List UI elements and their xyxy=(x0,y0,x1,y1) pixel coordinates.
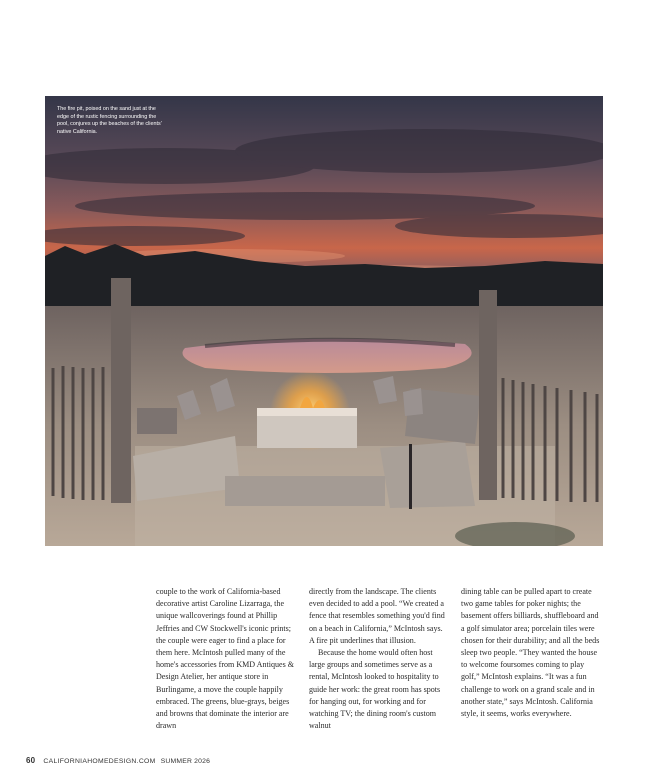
paragraph: couple to the work of California-based decorative artist Caroline Lizarraga, the unique wallcoverings found at Phillip Jeffries and CW Stockwell's iconic prints; the couple were eager to find a place for them here. McIntosh pulled many of the home's accessories from KMD Antiques & Design Atelier, her antique store in Burlingame, a move the couple happily embraced. The greens, blue-grays, beiges and browns that dominate the interior are drawn xyxy=(156,587,294,731)
fence-post-right xyxy=(479,290,497,500)
paragraph: dining table can be pulled apart to create two game tables for poker nights; the basement offers billiards, shuffleboard and a golf simulator area; porcelain tiles were chosen for their durability; and all the beds sleep two people. “They wanted the house to welcome foursomes coming to play golf,” McIntosh explains. “It was a fun challenge to work on a grand scale and in another state,” says McIntosh. California style, it seems, works everywhere. xyxy=(461,587,600,719)
website-link[interactable]: CALIFORNIAHOMEDESIGN.COM xyxy=(43,758,156,765)
paragraph: directly from the landscape. The clients even decided to add a pool. “We created a fence that resembles something you'd find on a beach in California,” McIntosh says. A fire pit underlines that illusion. xyxy=(309,587,445,645)
body-column-3 xyxy=(461,586,601,720)
rustic-fence-left xyxy=(53,366,113,502)
photo-caption: The fire pit, poised on the sand just at the edge of the rustic fencing surrounding the pool, conjures up the beaches of the clients' native California. xyxy=(57,106,162,135)
fire-pit-scene xyxy=(45,96,603,546)
body-column-2 xyxy=(309,586,449,732)
page-footer xyxy=(26,756,210,765)
body-column-1 xyxy=(156,586,296,732)
issue-label: SUMMER 2026 xyxy=(160,758,211,765)
page-number: 60 xyxy=(26,756,36,765)
feature-photo xyxy=(45,96,603,546)
fence-post-left xyxy=(111,278,131,503)
path-light xyxy=(409,444,412,509)
paragraph: Because the home would often host large groups and sometimes serve as a rental, McIntosh looked to hospitality to guide her work: the great room has spots for hanging out, for working and for watching TV; the dining room's custom walnut xyxy=(309,648,441,731)
